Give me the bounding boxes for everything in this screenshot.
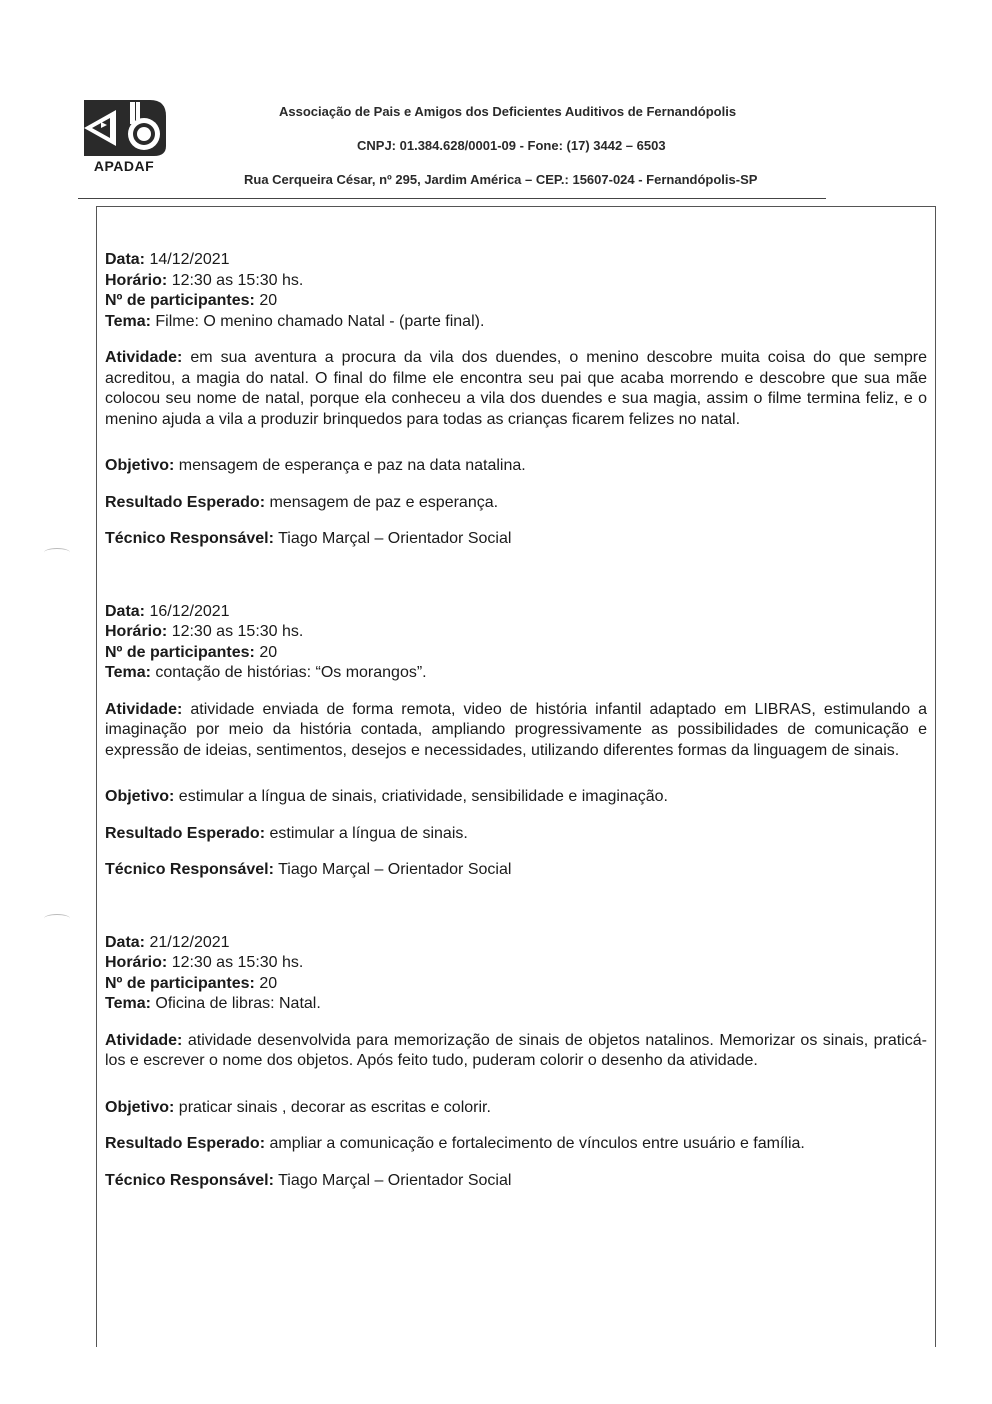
participants-line: Nº de participantes: 20 — [105, 292, 278, 309]
header-divider — [78, 198, 826, 199]
time-line: Horário: 12:30 as 15:30 hs. — [105, 954, 304, 971]
participants-value: 20 — [259, 974, 278, 992]
ear-logo-icon — [78, 96, 170, 158]
participants-line: Nº de participantes: 20 — [105, 974, 278, 992]
objective-text: praticar sinais , decorar as escritas e colorir. — [178, 1098, 491, 1116]
time-value: 12:30 as 15:30 hs. — [171, 954, 304, 971]
theme-line: Tema: contação de histórias: “Os morangos”. — [105, 664, 427, 681]
technician-text: Tiago Marçal – Orientador Social — [278, 861, 512, 878]
expected-result-text: estimular a língua de sinais. — [269, 824, 468, 842]
expected-result-line: Resultado Esperado: estimular a língua de sinais. — [105, 824, 468, 842]
activity-text: em sua aventura a procura da vila dos duendes, o menino descobre muita coisa do que sempre acreditou, a magia do natal. O final do filme ele encontra seu pai que acaba morrendo e descobre que sua mãe colocou seu nome de natal, porque ela conheceu a vila dos duendes e sua magia, assim o filme termina feliz, e o menino ajuda a vila a produzir brinquedos para todas as crianças ficarem felizes no natal. — [105, 349, 927, 428]
theme-value: Oficina de libras: Natal. — [155, 995, 321, 1012]
technician-line: Técnico Responsável: Tiago Marçal – Orientador Social — [105, 1171, 512, 1189]
theme-line: Tema: Filme: O menino chamado Natal - (parte final). — [105, 312, 485, 330]
expected-result-text: ampliar a comunicação e fortalecimento de vínculos entre usuário e família. — [269, 1135, 805, 1152]
theme-line: Tema: Oficina de libras: Natal. — [105, 995, 321, 1012]
date-value: 21/12/2021 — [149, 933, 230, 951]
activity-paragraph: Atividade: em sua aventura a procura da vila dos duendes, o menino descobre muita coisa do que sempre acreditou, a magia do natal. O final do filme ele encontra seu pai que acaba morrendo e descobre que sua mãe colocou seu nome de natal, porque ela conheceu a vila dos duendes e sua magia, assim o filme termina feliz, e o menino ajuda a vila a produzir brinquedos para todas as crianças ficarem felizes no natal. — [105, 349, 927, 428]
cnpj-phone: CNPJ: 01.384.628/0001-09 - Fone: (17) 3442 – 6503 — [357, 138, 666, 153]
activity-paragraph: Atividade: atividade desenvolvida para memorização de sinais de objetos natalinos. Memorizar os sinais, praticá-los e escrever o nome dos objetos. Após feito tudo, puderam colorir o desenho da atividade. — [105, 1031, 927, 1069]
participants-value: 20 — [259, 292, 278, 309]
time-line: Horário: 12:30 as 15:30 hs. — [105, 623, 304, 640]
objective-line: Objetivo: mensagem de esperança e paz na data natalina. — [105, 457, 526, 474]
activity-entry — [105, 250, 927, 550]
technician-text: Tiago Marçal – Orientador Social — [278, 1171, 512, 1189]
technician-text: Tiago Marçal – Orientador Social — [278, 530, 512, 547]
date-line: Data: 16/12/2021 — [105, 602, 230, 620]
technician-line: Técnico Responsável: Tiago Marçal – Orientador Social — [105, 530, 512, 547]
apadaf-logo — [78, 96, 170, 180]
theme-value: Filme: O menino chamado Natal - (parte final). — [155, 312, 485, 330]
org-name: Associação de Pais e Amigos dos Deficientes Auditivos de Fernandópolis — [279, 104, 737, 119]
activity-entry — [105, 602, 927, 881]
expected-result-line: Resultado Esperado: ampliar a comunicação e fortalecimento de vínculos entre usuário e família. — [105, 1135, 805, 1152]
expected-result-line: Resultado Esperado: mensagem de paz e esperança. — [105, 493, 499, 511]
participants-line: Nº de participantes: 20 — [105, 643, 278, 661]
activity-text: atividade enviada de forma remota, video de história infantil adaptado em LIBRAS, estimulando a imaginação por meio da história contada, ampliando progressivamente as possibilidades de comunicação e expressão de ideias, sentimentos, desejos e necessidades, utilizando diferentes formas da linguagem de sinais. — [105, 700, 928, 759]
date-value: 14/12/2021 — [149, 251, 230, 268]
theme-value: contação de histórias: “Os morangos”. — [155, 664, 427, 681]
objective-line: Objetivo: estimular a língua de sinais, criatividade, sensibilidade e imaginação. — [105, 788, 668, 805]
objective-text: mensagem de esperança e paz na data natalina. — [178, 457, 526, 474]
time-value: 12:30 as 15:30 hs. — [171, 271, 304, 289]
objective-text: estimular a língua de sinais, criatividade, sensibilidade e imaginação. — [178, 788, 668, 805]
time-value: 12:30 as 15:30 hs. — [171, 623, 304, 640]
date-line: Data: 14/12/2021 — [105, 251, 230, 268]
time-line: Horário: 12:30 as 15:30 hs. — [105, 271, 304, 289]
activity-text: atividade desenvolvida para memorização de sinais de objetos natalinos. Memorizar os sinais, praticá-los e escrever o nome dos objetos. Após feito tudo, puderam colorir o desenho da atividade. — [105, 1031, 927, 1069]
activity-paragraph: Atividade: atividade enviada de forma remota, video de história infantil adaptado em LIBRAS, estimulando a imaginação por meio da história contada, ampliando progressivamente as possibilidades de comunicação e expressão de ideias, sentimentos, desejos e necessidades, utilizando diferentes formas da linguagem de sinais. — [105, 700, 928, 759]
report-content — [105, 250, 927, 1191]
expected-result-text: mensagem de paz e esperança. — [269, 493, 499, 511]
scan-mark — [44, 548, 70, 557]
technician-line: Técnico Responsável: Tiago Marçal – Orientador Social — [105, 861, 512, 878]
objective-line: Objetivo: praticar sinais , decorar as escritas e colorir. — [105, 1098, 491, 1116]
date-line: Data: 21/12/2021 — [105, 933, 230, 951]
activity-entry — [105, 933, 927, 1192]
logo-text: APADAF — [93, 158, 155, 174]
participants-value: 20 — [259, 643, 278, 661]
scan-mark — [44, 914, 70, 923]
address: Rua Cerqueira César, nº 295, Jardim América – CEP.: 15607-024 - Fernandópolis-SP — [244, 172, 758, 187]
date-value: 16/12/2021 — [149, 602, 230, 620]
